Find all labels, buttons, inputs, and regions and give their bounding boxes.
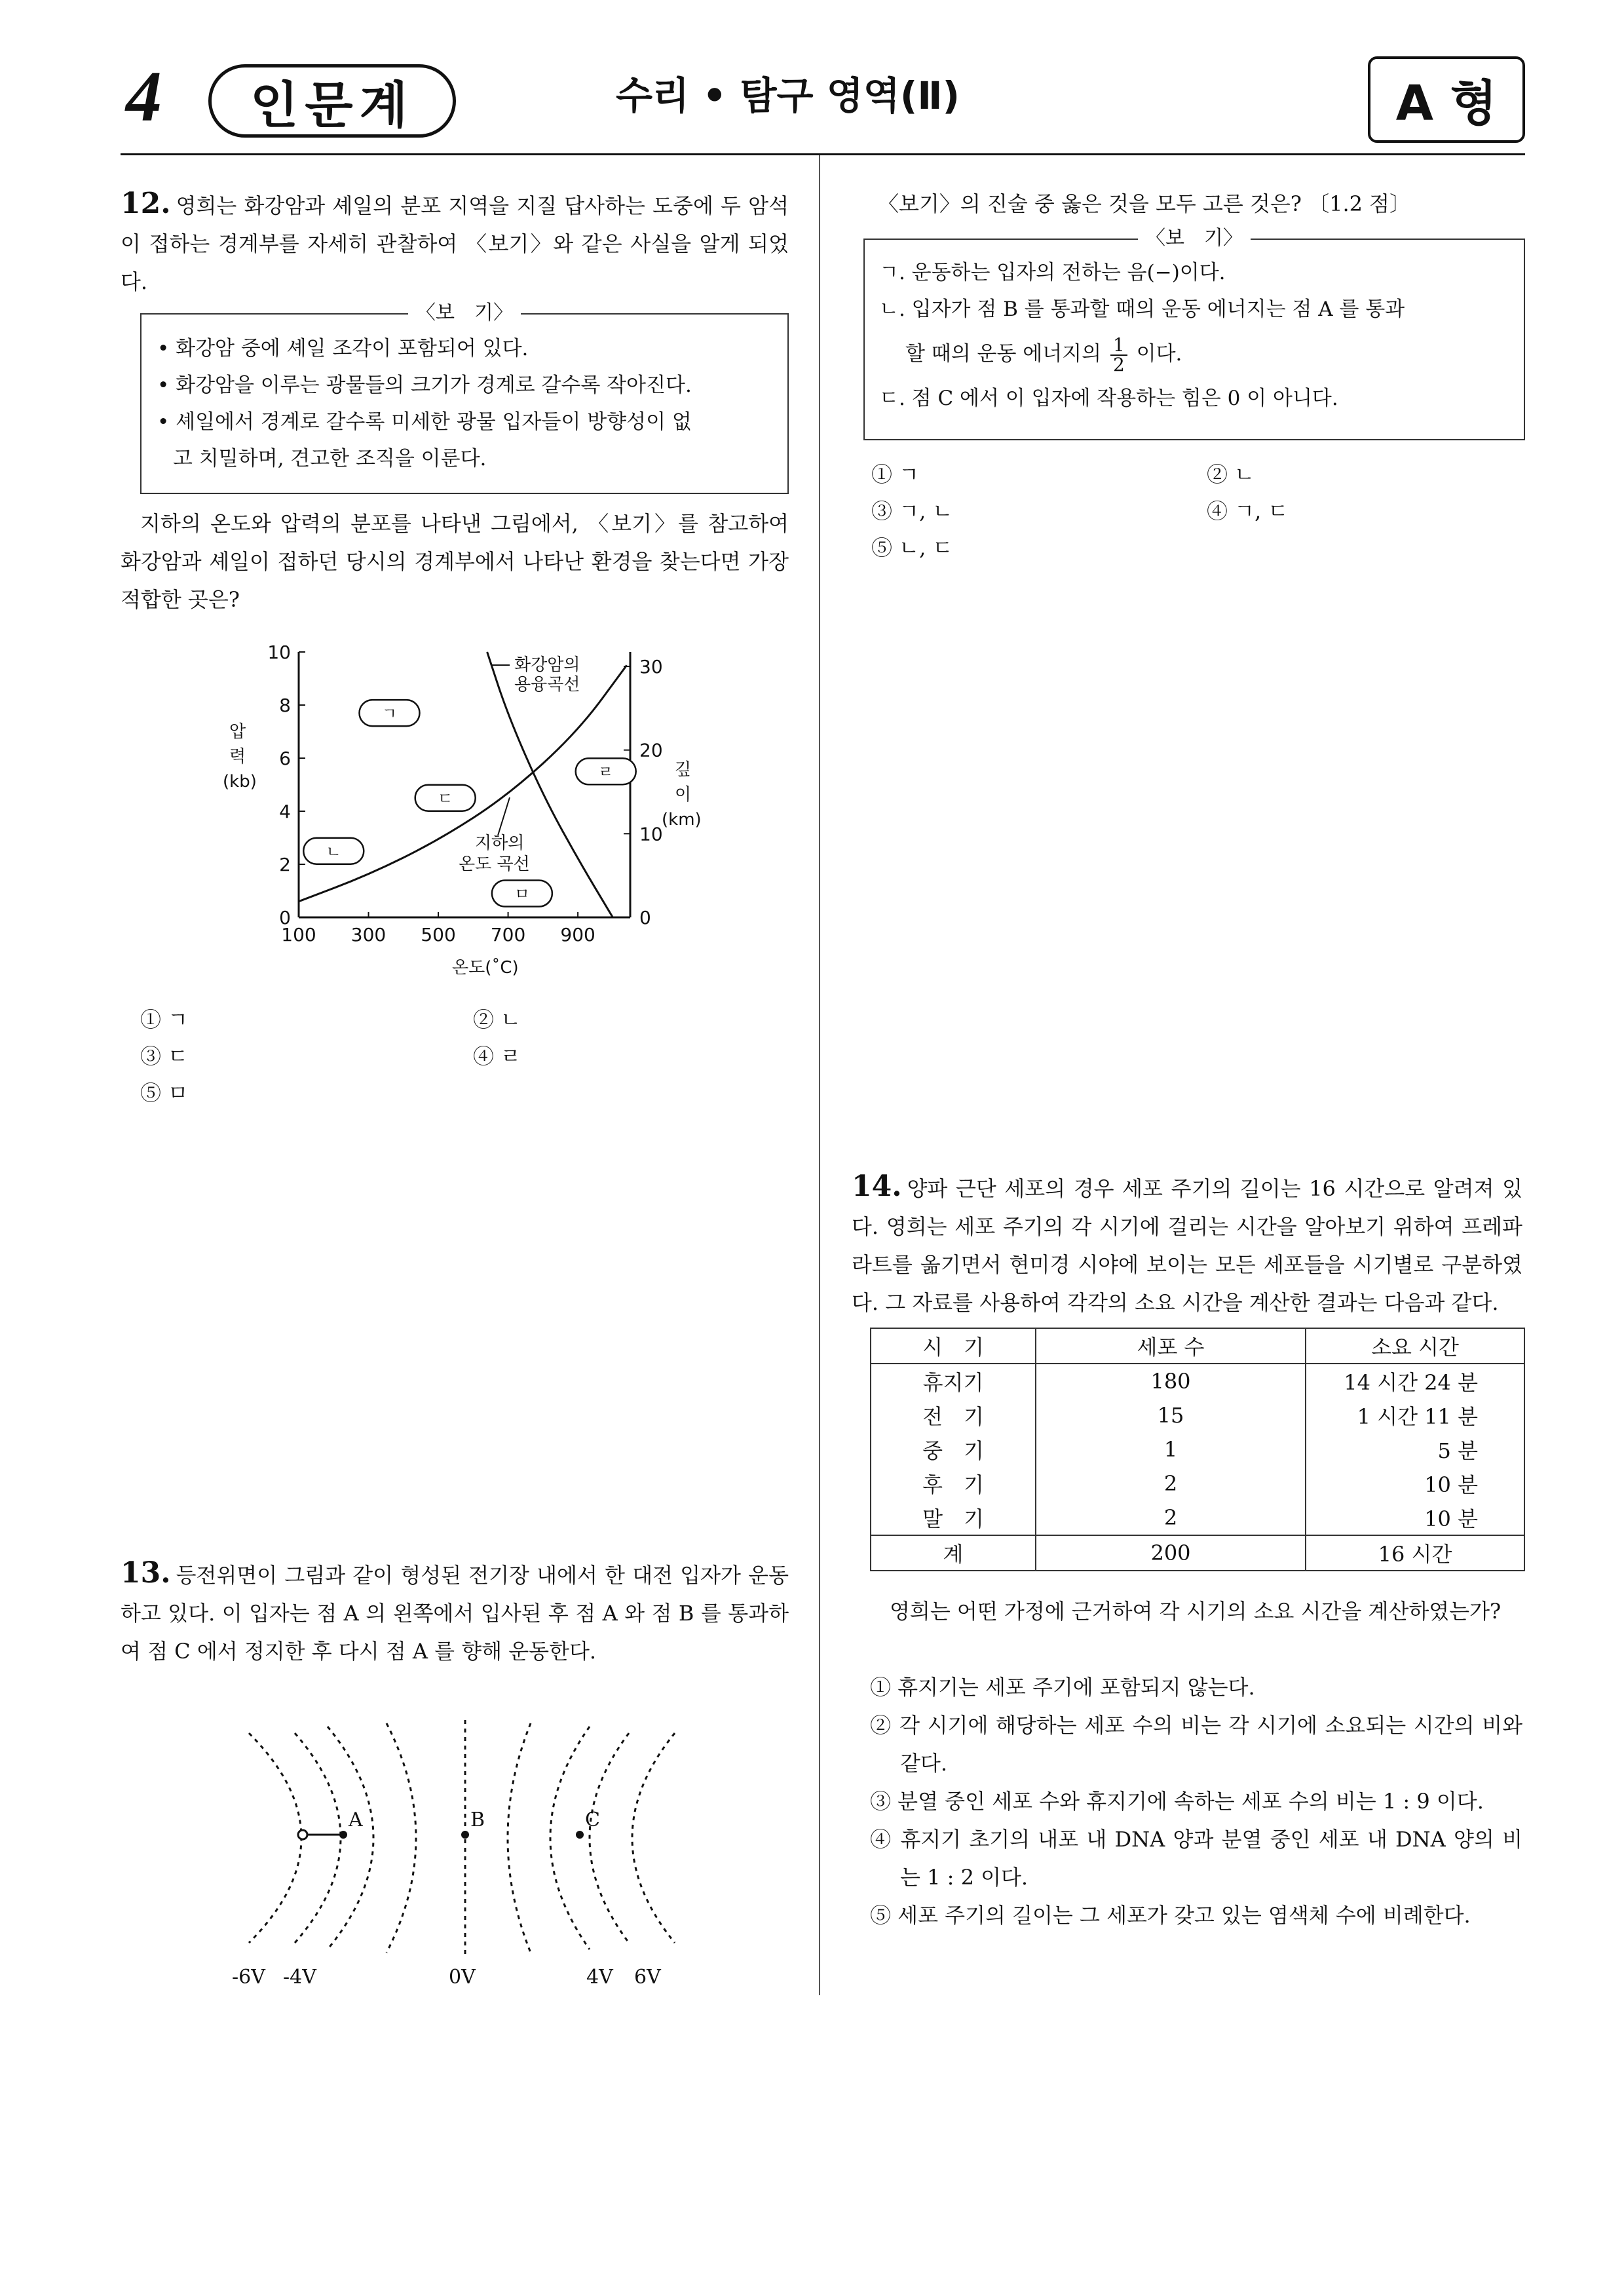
region-label: ㅁ	[514, 885, 530, 904]
q14-choice-3[interactable]: ③ 분열 중인 세포 수와 휴지기에 속하는 세포 수의 비는 1 : 9 이다.	[870, 1789, 1484, 1814]
table-header-row	[871, 1328, 1524, 1364]
q13-choice-4[interactable]: ④ ㄱ, ㄷ	[1207, 499, 1289, 524]
q13-question: 〈보기〉의 진술 중 옳은 것을 모두 고른 것은? 〔1.2 점〕	[878, 191, 1411, 216]
q13-choice-1[interactable]: ① ㄱ	[871, 462, 920, 487]
equipotential-figure	[223, 1713, 760, 1989]
label-minus4v: -4V	[283, 1966, 316, 1989]
melting-curve-label-2: 용융곡선	[514, 675, 580, 695]
equipotential-line-4	[550, 1727, 590, 1949]
table-row: 중 기 1 5 분	[871, 1432, 1524, 1466]
q12-bogi-item: 고 치밀하며, 견고한 조직을 이룬다.	[173, 447, 487, 470]
y-tick-label: 0	[279, 907, 291, 928]
point-b	[461, 1831, 469, 1839]
y-axis-label-2: 력	[229, 747, 246, 767]
table-row: 전 기 15 1 시간 11 분	[871, 1398, 1524, 1432]
y2-tick-label: 10	[639, 823, 663, 845]
q12-bogi-item: • 화강암 중에 셰일 조각이 포함되어 있다.	[157, 337, 529, 360]
x-tick-label: 900	[560, 924, 595, 946]
q12-choice-5[interactable]: ⑤ ㅁ	[140, 1081, 189, 1105]
label-4v: 4V	[586, 1966, 613, 1989]
x-tick-label: 500	[421, 924, 456, 946]
point-a	[339, 1831, 347, 1839]
y2-axis-label-3: (km)	[662, 810, 702, 830]
equipotential-line-2	[508, 1723, 531, 1953]
y2-tick-label: 30	[639, 656, 663, 678]
y-axis-label-1: 압	[229, 722, 246, 742]
geotherm-label-1: 지하의	[475, 833, 525, 853]
region-label: ㄱ	[381, 704, 398, 723]
q13-bogi-item-1: ㄱ. 운동하는 입자의 전하는 음(−)이다.	[879, 261, 1226, 284]
column-divider	[819, 155, 820, 1995]
pressure-temperature-chart	[216, 645, 740, 993]
table-header: 소요 시간	[1306, 1328, 1524, 1364]
q12-choice-2[interactable]: ② ㄴ	[473, 1007, 521, 1032]
q12-bogi-item: • 화강암을 이루는 광물들의 크기가 경계로 갈수록 작아진다.	[157, 373, 692, 397]
exam-type-badge: A 형	[1368, 56, 1525, 143]
label-0v: 0V	[449, 1966, 476, 1989]
table-row: 휴지기 180 14 시간 24 분	[871, 1364, 1524, 1398]
table-header: 세포 수	[1036, 1328, 1306, 1364]
q13-bogi-item-2-cont: 할 때의 운동 에너지의 $\frac{1}{2}$ 이다.	[905, 334, 1182, 375]
table-row: 후 기 2 10 분	[871, 1466, 1524, 1501]
q14-question: 영희는 어떤 가정에 근거하여 각 시기의 소요 시간을 계산하였는가?	[890, 1599, 1501, 1624]
q14-number: 14.	[852, 1170, 902, 1203]
y-tick-label: 8	[279, 695, 291, 716]
y2-axis-label-2: 이	[675, 785, 692, 805]
section-badge: 인문계	[208, 64, 456, 138]
y-tick-label: 10	[267, 645, 291, 663]
q14-choice-2[interactable]: ② 각 시기에 해당하는 세포 수의 비는 각 시기에 소요되는 시간의 비와 같다.	[870, 1713, 1522, 1776]
label-a: A	[349, 1808, 363, 1831]
q14-choice-1[interactable]: ① 휴지기는 세포 주기에 포함되지 않는다.	[870, 1675, 1255, 1700]
y-axis-label-3: (kb)	[223, 772, 257, 792]
y2-tick-label: 20	[639, 739, 663, 761]
region-label: ㄷ	[438, 789, 453, 808]
label-6v: 6V	[634, 1966, 661, 1989]
equipotential-line-6	[632, 1733, 675, 1943]
melting-curve-label-1: 화강암의	[514, 655, 580, 675]
label-minus6v: -6V	[232, 1966, 265, 1989]
q12-choice-3[interactable]: ③ ㄷ	[140, 1044, 189, 1069]
q14-stem: 14. 양파 근단 세포의 경우 세포 주기의 길이는 16 시간으로 알려져 있다. 영희는 세포 주기의 각 시기에 걸리는 시간을 알아보기 위하여 프레파라트를 옮기면서 현미경 시야에 보이는 모든 세포들을 시기별로 구분하였다. 그 자료를 사용하여 각각의 소요 시간을 계산한 결과는 다음과 같다.	[852, 1170, 1522, 1315]
equipotential-line-minus2	[387, 1723, 416, 1953]
x-tick-label: 300	[350, 924, 387, 946]
y2-axis-label-1: 깊	[675, 760, 692, 780]
q13-choice-5[interactable]: ⑤ ㄴ, ㄷ	[871, 535, 953, 560]
cell-cycle-table	[870, 1328, 1525, 1571]
q12-bogi-item: • 셰일에서 경계로 갈수록 미세한 광물 입자들이 방향성이 없	[157, 410, 692, 434]
table-row: 말 기 2 10 분	[871, 1501, 1524, 1535]
q14-choice-4[interactable]: ④ 휴지기 초기의 내포 내 DNA 양과 분열 중인 세포 내 DNA 양의 비는 1 : 2 이다.	[870, 1827, 1522, 1890]
q12-bogi-title: 〈보 기〉	[408, 300, 521, 326]
q12-stem: 12. 영희는 화강암과 셰일의 분포 지역을 지질 답사하는 도중에 두 암석이 접하는 경계부를 자세히 관찰하여 〈보기〉와 같은 사실을 알게 되었다.	[121, 187, 789, 294]
q12-choice-1[interactable]: ① ㄱ	[140, 1007, 189, 1032]
region-label: ㄴ	[326, 842, 341, 861]
x-tick-label: 100	[281, 924, 316, 946]
q12-question: 지하의 온도와 압력의 분포를 나타낸 그림에서, 〈보기〉를 참고하여 화강암과 셰일이 접하던 당시의 경계부에서 나타난 환경을 찾는다면 가장 적합한 곳은?	[121, 511, 789, 612]
cell-cycle-table-wrap	[870, 1328, 1525, 1571]
y-tick-label: 6	[279, 748, 291, 769]
label-b: B	[470, 1808, 485, 1831]
q13-choice-3[interactable]: ③ ㄱ, ㄴ	[871, 499, 953, 524]
q13-choice-2[interactable]: ② ㄴ	[1207, 462, 1255, 487]
q12-choice-4[interactable]: ④ ㄹ	[473, 1044, 521, 1069]
equipotential-line-minus4	[328, 1727, 373, 1949]
header-rule	[121, 153, 1525, 155]
page-number: 4	[126, 56, 162, 136]
x-axis-label: 온도(˚C)	[452, 958, 519, 978]
equipotential-line-minus6	[249, 1733, 301, 1943]
region-label: ㄹ	[598, 763, 614, 782]
q14-choice-5[interactable]: ⑤ 세포 주기의 길이는 그 세포가 갖고 있는 염색체 수에 비례한다.	[870, 1903, 1471, 1928]
q13-stem: 13. 등전위면이 그림과 같이 형성된 전기장 내에서 한 대전 입자가 운동하고 있다. 이 입자는 점 A 의 왼쪽에서 입사된 후 점 A 와 점 B 를 통과하여 점 C 에서 정지한 후 다시 점 A 를 향해 운동한다.	[121, 1556, 789, 1664]
q13-bogi-box	[863, 227, 1525, 440]
one-half-fraction: $\frac{1}{2}$	[1110, 336, 1127, 374]
y-tick-label: 2	[279, 854, 291, 875]
q14-choices	[870, 1668, 1522, 1934]
q13-bogi-item-2: ㄴ. 입자가 점 B 를 통과할 때의 운동 에너지는 점 A 를 통과	[879, 297, 1405, 321]
table-header: 시 기	[871, 1328, 1036, 1364]
point-c	[576, 1831, 584, 1839]
q13-bogi-item-3: ㄷ. 점 C 에서 이 입자에 작용하는 힘은 0 이 아니다.	[879, 387, 1338, 410]
x-tick-label: 700	[490, 924, 526, 946]
q13-number: 13.	[121, 1556, 171, 1590]
q13-bogi-title: 〈보 기〉	[1138, 225, 1251, 252]
q12-number: 12.	[121, 187, 171, 220]
q12-bogi-box	[140, 301, 789, 494]
table-total-row: 계 200 16 시간	[871, 1535, 1524, 1571]
y2-tick-label: 0	[639, 907, 651, 928]
equipotential-line-4-outer	[590, 1733, 629, 1943]
page-title: 수리 • 탐구 영역(Ⅱ)	[616, 73, 960, 118]
particle-start	[298, 1830, 307, 1839]
geotherm-label-2: 온도 곡선	[459, 854, 530, 874]
y-tick-label: 4	[279, 801, 291, 822]
label-c: C	[585, 1808, 600, 1831]
